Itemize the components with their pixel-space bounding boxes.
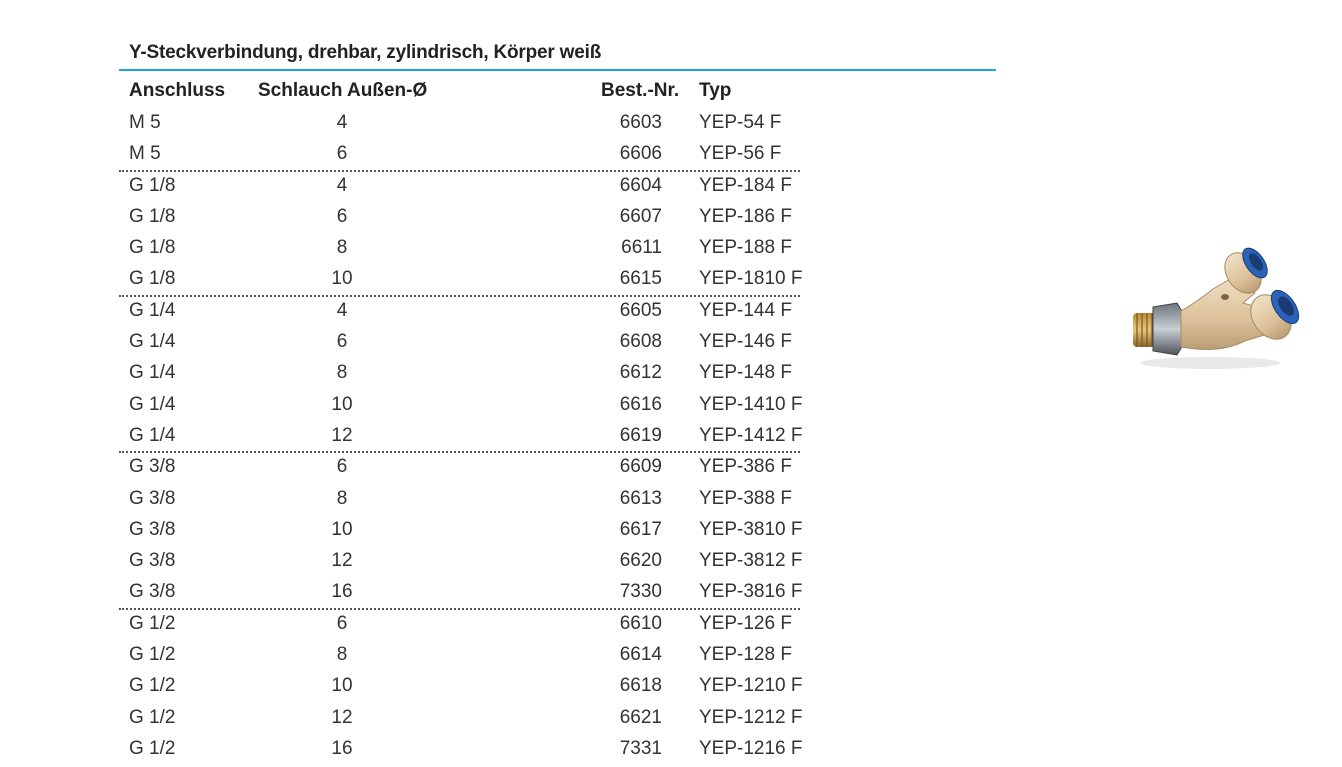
cell-schlauch: 8 — [336, 237, 348, 259]
header-schlauch: Schlauch Außen-Ø — [258, 80, 428, 101]
cell-schlauch: 6 — [336, 143, 348, 165]
cell-anschluss: M 5 — [129, 112, 161, 133]
cell-best-nr: 6620 — [619, 550, 662, 572]
cell-anschluss: G 1/8 — [129, 268, 176, 290]
table-row — [0, 328, 1000, 359]
table-row — [0, 735, 1000, 766]
table-row — [0, 297, 1000, 328]
table-row — [0, 422, 1000, 453]
cell-best-nr: 6612 — [619, 362, 662, 384]
cell-schlauch: 4 — [336, 299, 348, 321]
cell-schlauch: 16 — [331, 581, 353, 603]
cell-anschluss: G 1/2 — [129, 675, 176, 697]
table-row — [0, 610, 1000, 641]
table-title: Y-Steckverbindung, drehbar, zylindrisch, Körper weiß — [129, 42, 602, 63]
y-fitting-icon — [1125, 245, 1305, 375]
title-underline — [119, 69, 996, 71]
cell-schlauch: 4 — [336, 112, 348, 133]
table-row — [0, 578, 1000, 609]
cell-best-nr: 6605 — [619, 299, 662, 321]
table-body — [0, 109, 1000, 766]
cell-typ: YEP-388 F — [699, 487, 792, 509]
cell-typ: YEP-148 F — [699, 362, 792, 384]
cell-schlauch: 12 — [331, 424, 353, 446]
cell-best-nr: 6611 — [621, 237, 662, 259]
cell-schlauch: 6 — [336, 331, 348, 353]
cell-best-nr: 7330 — [619, 581, 662, 603]
table-row — [0, 359, 1000, 390]
cell-schlauch: 6 — [336, 456, 348, 478]
cell-best-nr: 7331 — [619, 737, 662, 759]
cell-typ: YEP-1412 F — [699, 424, 803, 446]
cell-schlauch: 10 — [331, 675, 353, 697]
cell-best-nr: 6603 — [619, 112, 662, 133]
header-anschluss: Anschluss — [129, 80, 226, 101]
cell-typ: YEP-128 F — [699, 644, 792, 666]
cell-best-nr: 6613 — [619, 487, 662, 509]
cell-schlauch: 12 — [331, 706, 353, 728]
cell-typ: YEP-1410 F — [699, 393, 803, 415]
cell-typ: YEP-146 F — [699, 331, 792, 353]
cell-schlauch: 10 — [331, 393, 353, 415]
cell-anschluss: M 5 — [129, 143, 161, 165]
table-row — [0, 109, 1000, 140]
cell-best-nr: 6608 — [619, 331, 662, 353]
cell-schlauch: 12 — [331, 550, 353, 572]
cell-typ: YEP-144 F — [699, 299, 792, 321]
cell-anschluss: G 3/8 — [129, 550, 176, 572]
table-header — [0, 80, 1000, 106]
table-row — [0, 485, 1000, 516]
cell-anschluss: G 1/4 — [129, 362, 176, 384]
cell-schlauch: 8 — [336, 644, 348, 666]
cell-typ: YEP-1210 F — [699, 675, 803, 697]
table-row — [0, 234, 1000, 265]
cell-best-nr: 6621 — [619, 706, 662, 728]
cell-typ: YEP-184 F — [699, 174, 792, 196]
cell-typ: YEP-3812 F — [699, 550, 803, 572]
cell-schlauch: 4 — [336, 174, 348, 196]
cell-anschluss: G 1/8 — [129, 174, 176, 196]
cell-typ: YEP-54 F — [699, 112, 782, 133]
header-typ: Typ — [699, 80, 732, 101]
cell-anschluss: G 1/4 — [129, 299, 176, 321]
header-best-nr: Best.-Nr. — [601, 80, 680, 101]
cell-anschluss: G 1/2 — [129, 612, 176, 634]
table-row — [0, 203, 1000, 234]
cell-schlauch: 8 — [336, 362, 348, 384]
cell-anschluss: G 3/8 — [129, 456, 176, 478]
cell-best-nr: 6617 — [619, 518, 662, 540]
cell-schlauch: 16 — [331, 737, 353, 759]
cell-best-nr: 6619 — [619, 424, 662, 446]
cell-schlauch: 10 — [331, 268, 353, 290]
cell-typ: YEP-386 F — [699, 456, 792, 478]
cell-anschluss: G 1/4 — [129, 424, 176, 446]
table-row — [0, 704, 1000, 735]
table-row — [0, 453, 1000, 484]
cell-anschluss: G 1/4 — [129, 331, 176, 353]
cell-typ: YEP-1212 F — [699, 706, 803, 728]
cell-best-nr: 6606 — [619, 143, 662, 165]
cell-best-nr: 6607 — [619, 205, 662, 227]
cell-typ: YEP-56 F — [699, 143, 782, 165]
cell-schlauch: 10 — [331, 518, 353, 540]
cell-typ: YEP-3810 F — [699, 518, 803, 540]
cell-best-nr: 6616 — [619, 393, 662, 415]
cell-schlauch: 6 — [336, 205, 348, 227]
cell-best-nr: 6610 — [619, 612, 662, 634]
cell-best-nr: 6614 — [619, 644, 662, 666]
cell-typ: YEP-1810 F — [699, 268, 803, 290]
cell-anschluss: G 3/8 — [129, 518, 176, 540]
cell-anschluss: G 3/8 — [129, 487, 176, 509]
cell-typ: YEP-1216 F — [699, 737, 803, 759]
table-row — [0, 547, 1000, 578]
table-row — [0, 140, 1000, 171]
cell-best-nr: 6615 — [619, 268, 662, 290]
cell-anschluss: G 1/8 — [129, 237, 176, 259]
table-row — [0, 641, 1000, 672]
cell-anschluss: G 1/2 — [129, 644, 176, 666]
cell-anschluss: G 1/2 — [129, 737, 176, 759]
cell-typ: YEP-186 F — [699, 205, 792, 227]
cell-schlauch: 6 — [336, 612, 348, 634]
cell-anschluss: G 3/8 — [129, 581, 176, 603]
cell-typ: YEP-188 F — [699, 237, 792, 259]
table-row — [0, 391, 1000, 422]
cell-anschluss: G 1/4 — [129, 393, 176, 415]
cell-schlauch: 8 — [336, 487, 348, 509]
cell-anschluss: G 1/2 — [129, 706, 176, 728]
table-row — [0, 516, 1000, 547]
table-row — [0, 672, 1000, 703]
table-row — [0, 265, 1000, 296]
cell-typ: YEP-3816 F — [699, 581, 803, 603]
cell-best-nr: 6618 — [619, 675, 662, 697]
cell-best-nr: 6609 — [619, 456, 662, 478]
cell-best-nr: 6604 — [619, 174, 662, 196]
cell-anschluss: G 1/8 — [129, 205, 176, 227]
cell-typ: YEP-126 F — [699, 612, 792, 634]
table-row — [0, 172, 1000, 203]
